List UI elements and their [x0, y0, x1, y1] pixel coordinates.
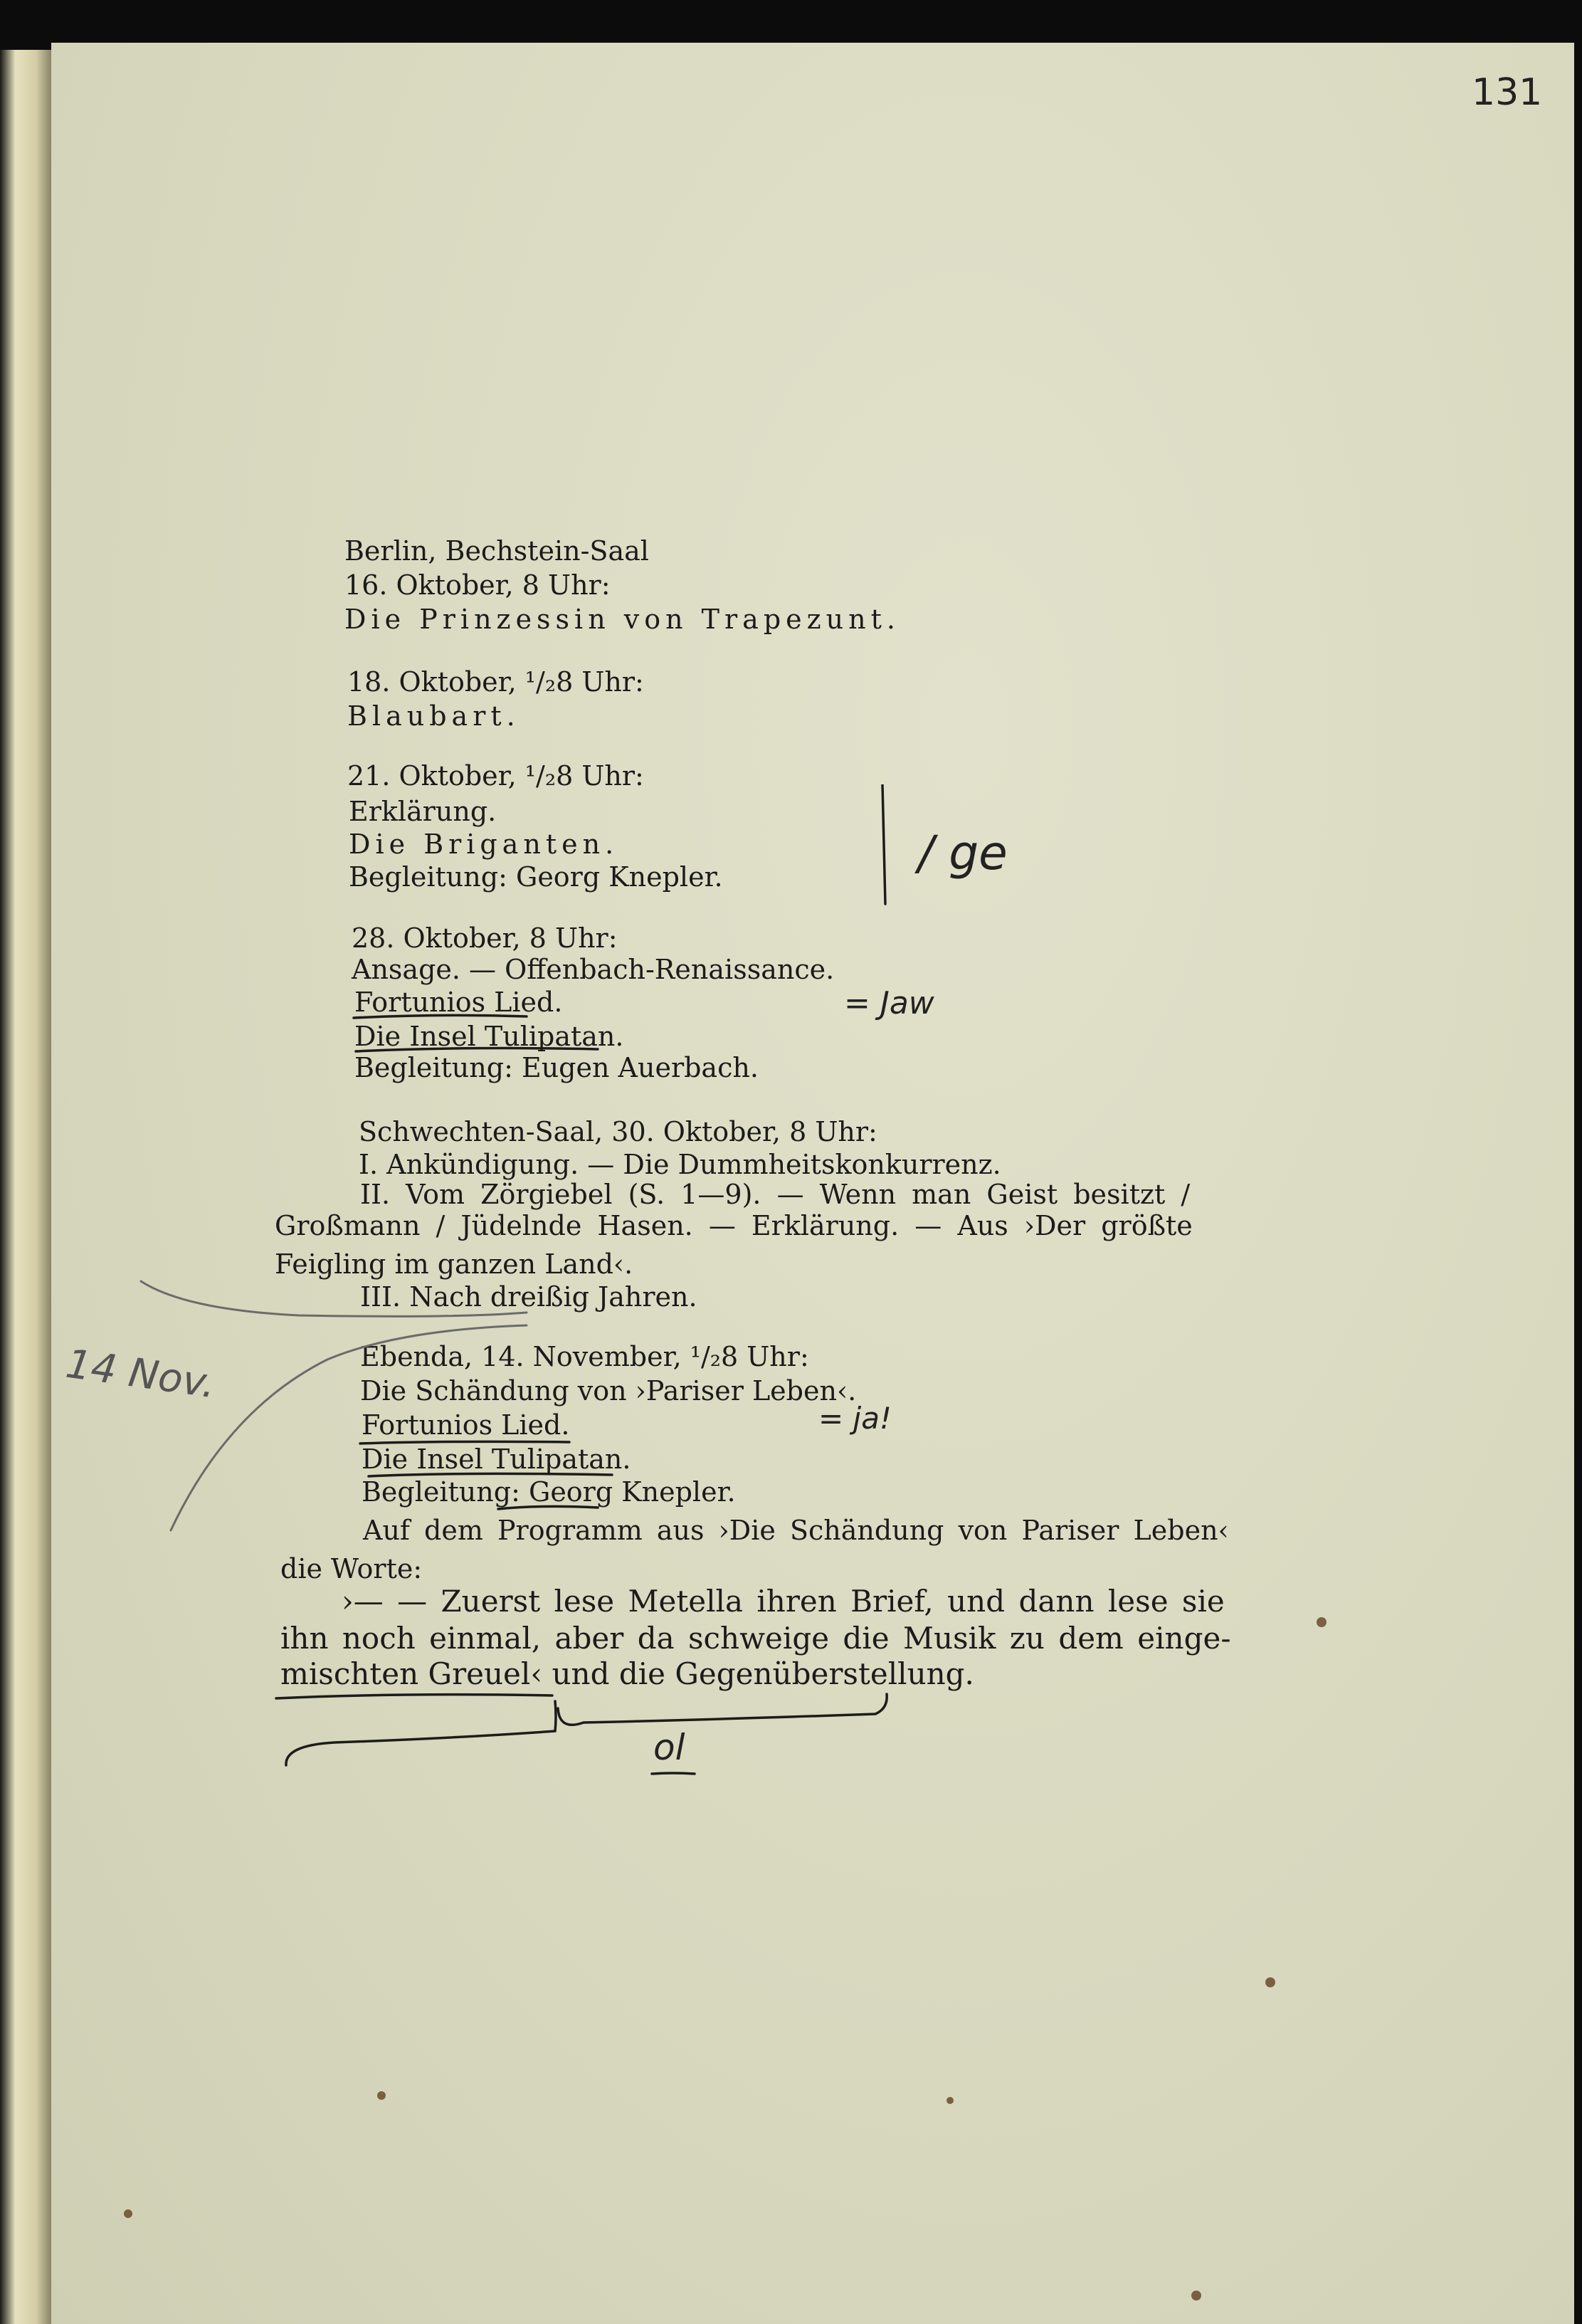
work-title: Die Prinzessin von Trapezunt. [344, 604, 900, 635]
underline-stroke [498, 1506, 598, 1509]
program-line: Erklärung. [349, 796, 497, 827]
program-line: Die Schändung von ›Pariser Leben‹. [360, 1375, 857, 1407]
bracket-stroke [558, 1694, 887, 1725]
accompaniment-line: Begleitung: Georg Knepler. [349, 861, 723, 893]
margin-note: = Jaw [844, 985, 934, 1021]
quotation-line: mischten Greuel‹ und die Gegenüberstellung. [280, 1656, 974, 1691]
accompaniment-line: Begleitung: Eugen Auerbach. [354, 1052, 759, 1083]
pencil-stroke [171, 1325, 527, 1530]
stain-spot [1317, 1617, 1327, 1627]
stain-spot [124, 2209, 132, 2218]
program-line: Fortunios Lied. [362, 1409, 570, 1441]
quotation-line: ihn noch einmal, aber da schweige die Musik zu dem einge- [280, 1621, 1231, 1656]
date-line: 28. Oktober, 8 Uhr: [352, 922, 618, 954]
bracket-stroke [286, 1701, 556, 1765]
work-title: Blaubart. [347, 700, 520, 732]
date-line: Ebenda, 14. November, ¹/₂8 Uhr: [360, 1341, 809, 1372]
stain-spot [1265, 1977, 1275, 1987]
margin-note: = ja! [818, 1401, 892, 1436]
slash-stroke [882, 784, 885, 904]
program-line: Die Insel Tulipatan. [362, 1444, 631, 1475]
stain-spot [946, 2097, 954, 2104]
program-line: II. Vom Zörgiebel (S. 1—9). — Wenn man Geist besitzt / [360, 1179, 1191, 1210]
program-line: Feigling im ganzen Land‹. [275, 1248, 633, 1280]
pencil-stroke [141, 1281, 527, 1316]
venue-heading: Berlin, Bechstein-Saal [344, 535, 649, 567]
date-line: 16. Oktober, 8 Uhr: [344, 569, 611, 601]
underline-stroke [369, 1473, 612, 1476]
folio-number: 131 [1472, 71, 1543, 114]
program-line: Die Insel Tulipatan. [354, 1021, 624, 1052]
program-line: I. Ankündigung. — Die Dummheitskonkurrenz. [359, 1149, 1001, 1180]
program-line: III. Nach dreißig Jahren. [360, 1281, 697, 1313]
program-line: Großmann / Jüdelnde Hasen. — Erklärung. — Aus ›Der größte [275, 1210, 1193, 1241]
underline-stroke [354, 1015, 527, 1018]
program-line: Ansage. — Offenbach-Renaissance. [352, 954, 835, 985]
date-line: 18. Oktober, ¹/₂8 Uhr: [347, 666, 644, 698]
accompaniment-line: Begleitung: Georg Knepler. [362, 1476, 736, 1508]
underline-stroke [360, 1441, 569, 1444]
program-line: Fortunios Lied. [354, 987, 563, 1018]
program-note-line: Auf dem Programm aus ›Die Schändung von Pariser Leben‹ [363, 1515, 1229, 1546]
underline-stroke [276, 1695, 552, 1698]
program-note-line: die Worte: [280, 1553, 423, 1584]
venue-heading: Schwechten-Saal, 30. Oktober, 8 Uhr: [359, 1116, 877, 1147]
quotation-line: ›— — Zuerst lese Metella ihren Brief, und dann lese sie [342, 1584, 1225, 1619]
date-line: 21. Oktober, ¹/₂8 Uhr: [347, 760, 644, 792]
stain-spot [1191, 2291, 1201, 2301]
margin-note: 14 Nov. [63, 1340, 219, 1408]
margin-note: / ge [918, 826, 1008, 880]
underline-stroke [356, 1048, 598, 1051]
work-title: Die Briganten. [349, 829, 619, 860]
stain-spot [377, 2091, 386, 2100]
underline-stroke [652, 1773, 695, 1774]
margin-note: ol [653, 1727, 685, 1768]
